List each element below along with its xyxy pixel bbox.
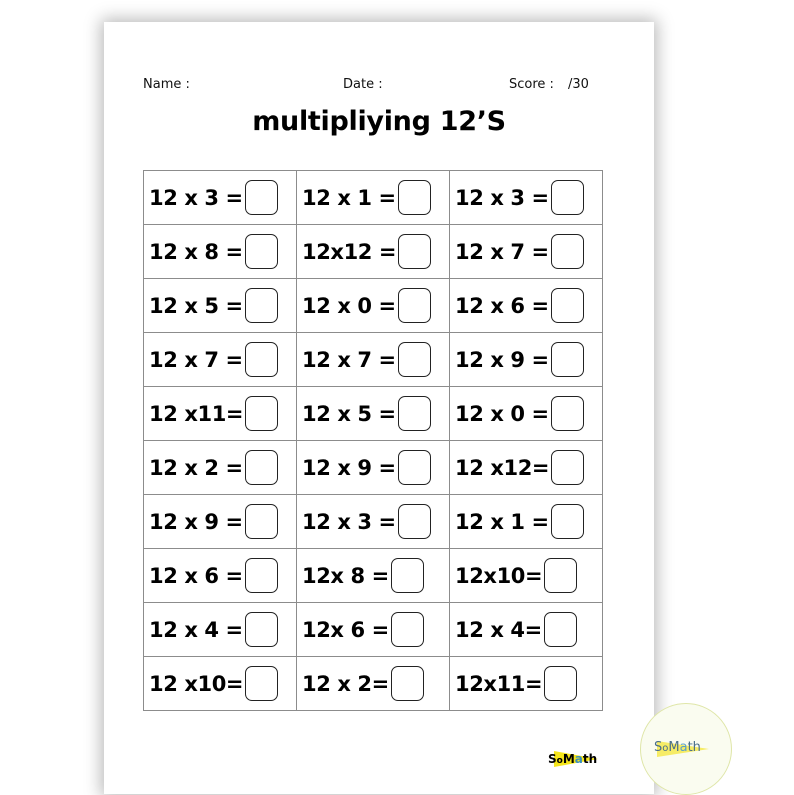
problem-text: 12 x 1 = <box>302 185 396 210</box>
problem-cell <box>144 495 297 549</box>
answer-box[interactable] <box>391 558 424 593</box>
problem-text: 12x 8 = <box>302 563 389 588</box>
problem-cell <box>297 225 450 279</box>
problem-row <box>144 603 603 657</box>
problem-cell <box>144 441 297 495</box>
answer-box[interactable] <box>551 180 584 215</box>
problem-text: 12 x 4= <box>455 617 542 642</box>
problem-text: 12 x 6 = <box>455 293 549 318</box>
problem-text: 12 x 3 = <box>302 509 396 534</box>
problem-text: 12 x10= <box>149 671 244 696</box>
answer-box[interactable] <box>398 504 431 539</box>
answer-box[interactable] <box>551 504 584 539</box>
answer-box[interactable] <box>245 666 278 701</box>
problem-cell <box>450 441 603 495</box>
problem-cell <box>297 387 450 441</box>
problem-text: 12 x 6 = <box>149 563 243 588</box>
logo-text: SoMath <box>548 752 598 766</box>
problem-text: 12x12 = <box>302 239 397 264</box>
problem-row <box>144 657 603 711</box>
problem-row <box>144 225 603 279</box>
answer-box[interactable] <box>245 180 278 215</box>
problem-text: 12 x 5 = <box>149 293 243 318</box>
problem-text: 12 x11= <box>149 401 244 426</box>
problem-row <box>144 495 603 549</box>
problem-text: 12 x 4 = <box>149 617 243 642</box>
problem-cell <box>297 333 450 387</box>
worksheet-title: multipliying 12’S <box>252 106 506 137</box>
answer-box[interactable] <box>551 396 584 431</box>
problem-row <box>144 441 603 495</box>
answer-box[interactable] <box>544 666 577 701</box>
score-field <box>509 77 589 92</box>
answer-box[interactable] <box>245 558 278 593</box>
problem-text: 12 x 7 = <box>302 347 396 372</box>
problem-row <box>144 387 603 441</box>
answer-box[interactable] <box>551 450 584 485</box>
problem-text: 12 x 3 = <box>455 185 549 210</box>
answer-box[interactable] <box>544 558 577 593</box>
problem-cell <box>450 657 603 711</box>
answer-box[interactable] <box>391 612 424 647</box>
problem-cell <box>297 603 450 657</box>
problem-text: 12 x12= <box>455 455 550 480</box>
problem-text: 12 x 0 = <box>302 293 396 318</box>
answer-box[interactable] <box>245 450 278 485</box>
problem-row <box>144 171 603 225</box>
problem-cell <box>297 279 450 333</box>
problem-text: 12 x 2= <box>302 671 389 696</box>
answer-box[interactable] <box>245 342 278 377</box>
problem-cell <box>450 171 603 225</box>
problem-cell <box>297 441 450 495</box>
answer-box[interactable] <box>551 288 584 323</box>
answer-box[interactable] <box>245 234 278 269</box>
problem-text: 12 x 3 = <box>149 185 243 210</box>
date-label: Date : <box>343 77 383 92</box>
problem-text: 12 x 7 = <box>149 347 243 372</box>
problem-cell <box>144 549 297 603</box>
watermark-text: SoMath <box>654 740 701 755</box>
answer-box[interactable] <box>245 612 278 647</box>
problem-cell <box>450 549 603 603</box>
answer-box[interactable] <box>245 288 278 323</box>
answer-box[interactable] <box>398 180 431 215</box>
problem-row <box>144 333 603 387</box>
problem-cell <box>450 279 603 333</box>
somath-logo <box>548 749 600 769</box>
answer-box[interactable] <box>245 396 278 431</box>
answer-box[interactable] <box>398 396 431 431</box>
answer-box[interactable] <box>551 234 584 269</box>
problem-cell <box>297 657 450 711</box>
score-label: Score : <box>509 77 554 92</box>
problem-cell <box>450 225 603 279</box>
name-label: Name : <box>143 77 190 92</box>
answer-box[interactable] <box>551 342 584 377</box>
problem-cell <box>450 387 603 441</box>
problem-cell <box>144 279 297 333</box>
problem-text: 12 x 2 = <box>149 455 243 480</box>
problem-cell <box>450 333 603 387</box>
problem-text: 12 x 9 = <box>455 347 549 372</box>
problem-text: 12x10= <box>455 563 543 588</box>
answer-box[interactable] <box>245 504 278 539</box>
problem-cell <box>297 549 450 603</box>
answer-box[interactable] <box>391 666 424 701</box>
problem-text: 12 x 1 = <box>455 509 549 534</box>
problem-row <box>144 549 603 603</box>
problem-cell <box>144 387 297 441</box>
problem-cell <box>144 225 297 279</box>
problem-cell <box>144 171 297 225</box>
problem-text: 12x11= <box>455 671 543 696</box>
problem-text: 12 x 9 = <box>302 455 396 480</box>
problem-cell <box>144 603 297 657</box>
problem-text: 12 x 5 = <box>302 401 396 426</box>
watermark-stamp <box>640 703 732 795</box>
answer-box[interactable] <box>398 450 431 485</box>
problem-cell <box>450 495 603 549</box>
problem-row <box>144 279 603 333</box>
answer-box[interactable] <box>398 234 431 269</box>
problem-text: 12 x 7 = <box>455 239 549 264</box>
problem-text: 12 x 9 = <box>149 509 243 534</box>
problem-grid <box>143 170 603 711</box>
answer-box[interactable] <box>398 342 431 377</box>
problem-text: 12x 6 = <box>302 617 389 642</box>
answer-box[interactable] <box>398 288 431 323</box>
problem-cell <box>144 657 297 711</box>
problem-cell <box>144 333 297 387</box>
problem-text: 12 x 8 = <box>149 239 243 264</box>
problem-cell <box>297 171 450 225</box>
score-total: /30 <box>567 77 589 92</box>
answer-box[interactable] <box>544 612 577 647</box>
problem-cell <box>450 603 603 657</box>
problem-cell <box>297 495 450 549</box>
problem-text: 12 x 0 = <box>455 401 549 426</box>
